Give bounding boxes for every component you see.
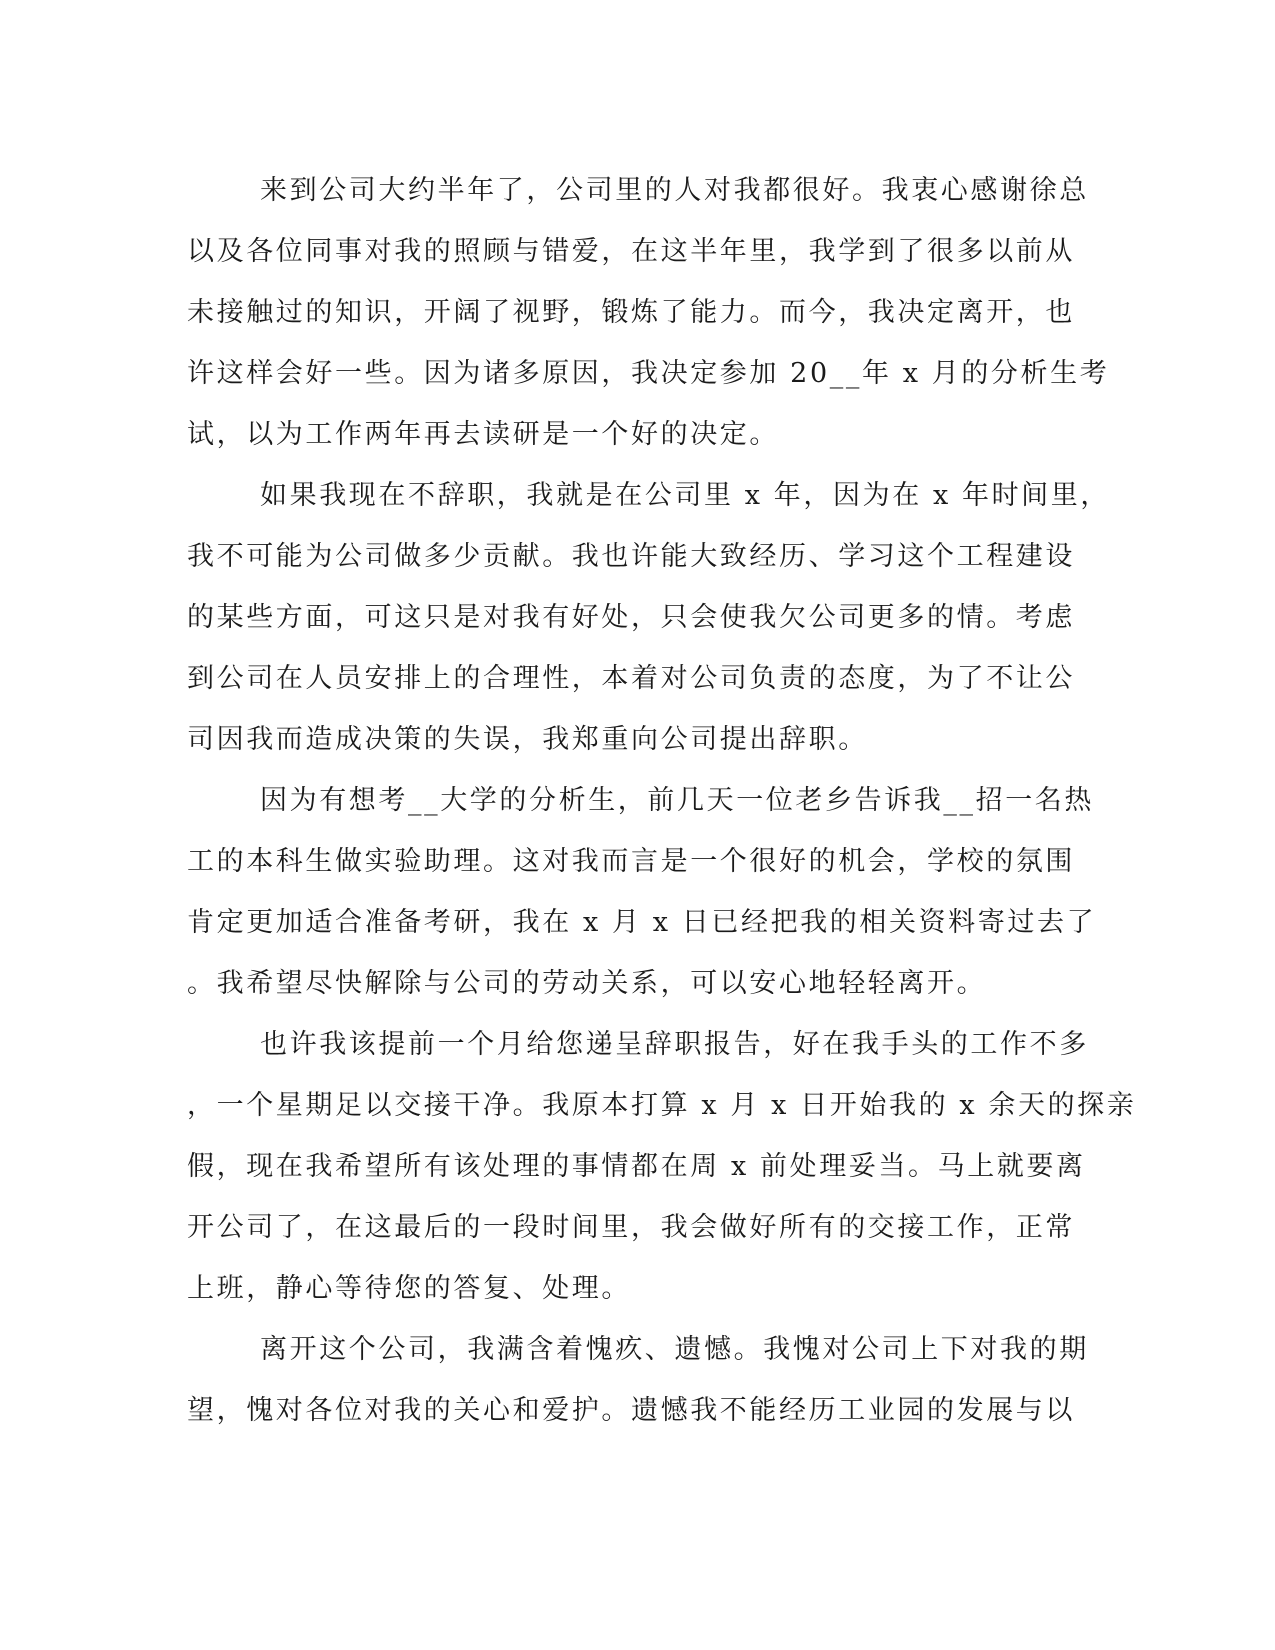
text-line: 未接触过的知识，开阔了视野，锻炼了能力。而今，我决定离开，也: [187, 297, 1075, 328]
text-line: 我不可能为公司做多少贡献。我也许能大致经历、学习这个工程建设: [187, 541, 1075, 572]
text-line: 如果我现在不辞职，我就是在公司里 x 年，因为在 x 年时间里，: [260, 480, 1110, 511]
paragraph: [187, 465, 1110, 770]
paragraph: [187, 160, 1110, 465]
text-line: 到公司在人员安排上的合理性，本着对公司负责的态度，为了不让公: [187, 663, 1075, 694]
text-line: 因为有想考__大学的分析生，前几天一位老乡告诉我__招一名热: [260, 785, 1094, 816]
text-line: 望，愧对各位对我的关心和爱护。遗憾我不能经历工业园的发展与以: [187, 1395, 1075, 1426]
text-line: 开公司了，在这最后的一段时间里，我会做好所有的交接工作，正常: [187, 1212, 1075, 1243]
text-line: 来到公司大约半年了，公司里的人对我都很好。我衷心感谢徐总: [260, 175, 1089, 206]
text-line: 的某些方面，可这只是对我有好处，只会使我欠公司更多的情。考虑: [187, 602, 1075, 633]
text-line: 离开这个公司，我满含着愧疚、遗憾。我愧对公司上下对我的期: [260, 1334, 1089, 1365]
text-line: 。我希望尽快解除与公司的劳动关系，可以安心地轻轻离开。: [187, 968, 987, 999]
text-line: 工的本科生做实验助理。这对我而言是一个很好的机会，学校的氛围: [187, 846, 1075, 877]
letter-body: [187, 160, 1137, 1441]
text-line: 上班，静心等待您的答复、处理。: [187, 1273, 631, 1304]
text-line: 肯定更加适合准备考研，我在 x 月 x 日已经把我的相关资料寄过去了: [187, 907, 1097, 938]
text-line: 许这样会好一些。因为诸多原因，我决定参加 20__年 x 月的分析生考: [187, 358, 1110, 389]
paragraph: [187, 770, 1097, 1014]
text-line: 以及各位同事对我的照顾与错爱，在这半年里，我学到了很多以前从: [187, 236, 1075, 267]
text-line: ，一个星期足以交接干净。我原本打算 x 月 x 日开始我的 x 余天的探亲: [187, 1090, 1137, 1121]
text-line: 试，以为工作两年再去读研是一个好的决定。: [187, 419, 779, 450]
text-line: 假，现在我希望所有该处理的事情都在周 x 前处理妥当。马上就要离: [187, 1151, 1086, 1182]
paragraph: [187, 1319, 1087, 1441]
text-line: 也许我该提前一个月给您递呈辞职报告，好在我手头的工作不多: [260, 1029, 1089, 1060]
text-line: 司因我而造成决策的失误，我郑重向公司提出辞职。: [187, 724, 868, 755]
paragraph: [187, 1014, 1137, 1319]
